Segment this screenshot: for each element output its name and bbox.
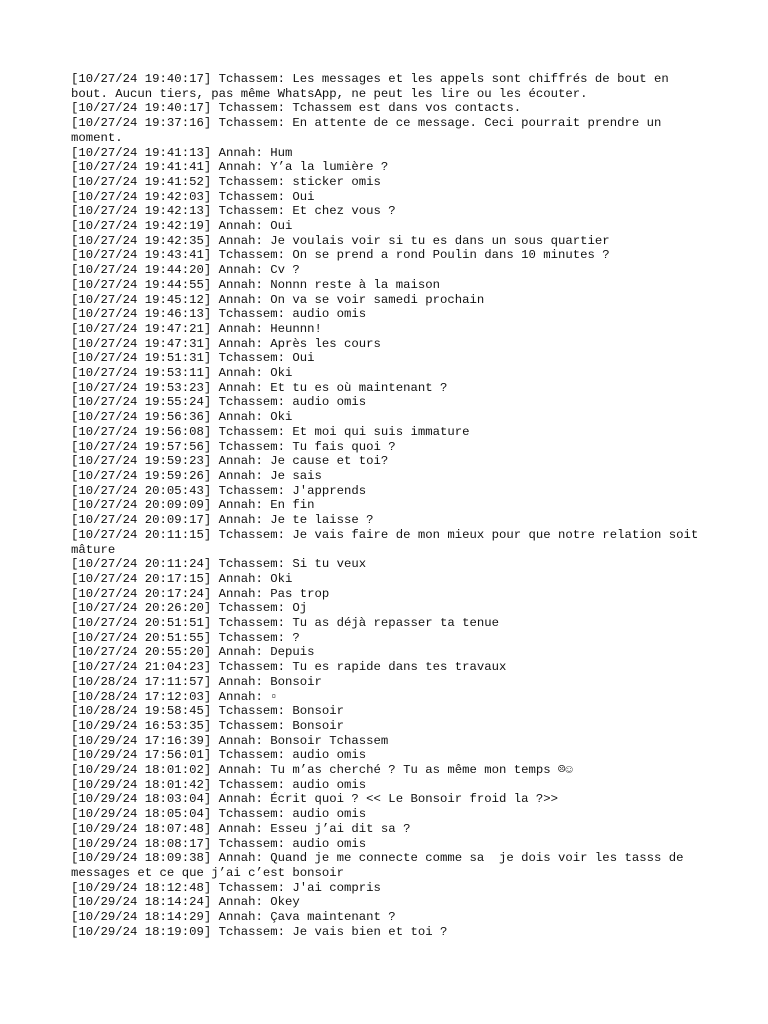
- message-line: [10/27/24 19:55:24] Tchassem: audio omis: [71, 395, 367, 410]
- message-line: [10/29/24 18:14:24] Annah: Okey: [71, 895, 300, 910]
- message-line: [10/29/24 18:01:42] Tchassem: audio omis: [71, 777, 367, 792]
- message-line: [10/27/24 19:40:17] Tchassem: Tchassem est dans vos contacts.: [71, 101, 522, 116]
- message-line: [10/27/24 19:41:13] Annah: Hum: [71, 145, 293, 160]
- message-line: [10/27/24 20:11:24] Tchassem: Si tu veux: [71, 557, 367, 572]
- message-line: [10/27/24 20:51:55] Tchassem: ?: [71, 630, 300, 645]
- message-line: [10/27/24 19:42:13] Tchassem: Et chez vous ?: [71, 204, 396, 219]
- message-line: [10/27/24 20:17:15] Annah: Oki: [71, 571, 293, 586]
- message-line: [10/27/24 19:47:21] Annah: Heunnn!: [71, 321, 322, 336]
- message-line: [10/27/24 20:11:15] Tchassem: Je vais faire de mon mieux pour que notre relation soit mâture: [71, 527, 706, 557]
- message-line: [10/27/24 19:53:23] Annah: Et tu es où maintenant ?: [71, 380, 448, 395]
- message-line: [10/29/24 18:01:02] Annah: Tu m’as cherché ? Tu as même mon temps ☹☺: [71, 763, 573, 778]
- message-line: [10/27/24 19:42:19] Annah: Oui: [71, 219, 293, 234]
- message-line: [10/27/24 19:41:52] Tchassem: sticker omis: [71, 174, 381, 189]
- message-line: [10/27/24 19:59:26] Annah: Je sais: [71, 468, 322, 483]
- message-line: [10/27/24 19:51:31] Tchassem: Oui: [71, 351, 315, 366]
- message-line: [10/27/24 20:05:43] Tchassem: J'apprends: [71, 483, 367, 498]
- message-line: [10/27/24 19:41:41] Annah: Y’a la lumière ?: [71, 160, 389, 175]
- message-line: [10/29/24 18:09:38] Annah: Quand je me connecte comme sa je dois voir les tasss de messages et ce que j’ai c’est bonsoir: [71, 851, 691, 880]
- message-line: [10/27/24 21:04:23] Tchassem: Tu es rapide dans tes travaux: [71, 660, 507, 675]
- message-line: [10/27/24 19:42:35] Annah: Je voulais voir si tu es dans un sous quartier: [71, 233, 610, 248]
- message-line: [10/29/24 18:14:29] Annah: Çava maintenant ?: [71, 910, 396, 925]
- message-line: [10/29/24 18:19:09] Tchassem: Je vais bien et toi ?: [71, 924, 448, 939]
- message-line: [10/27/24 19:56:36] Annah: Oki: [71, 410, 293, 425]
- message-line: [10/27/24 19:37:16] Tchassem: En attente de ce message. Ceci pourrait prendre un moment.: [71, 116, 669, 145]
- message-line: [10/28/24 17:12:03] Annah: ▫: [71, 689, 278, 704]
- message-line: [10/29/24 18:08:17] Tchassem: audio omis: [71, 836, 367, 851]
- message-line: [10/29/24 18:07:48] Annah: Esseu j’ai dit sa ?: [71, 821, 411, 836]
- message-line: [10/27/24 19:59:23] Annah: Je cause et toi?: [71, 454, 389, 469]
- message-line: [10/27/24 19:40:17] Tchassem: Les messages et les appels sont chiffrés de bout en bout. Aucun tiers, pas même WhatsApp, ne peut les lire ou les écouter.: [71, 72, 677, 101]
- message-line: [10/27/24 20:17:24] Annah: Pas trop: [71, 586, 330, 601]
- message-line: [10/28/24 17:11:57] Annah: Bonsoir: [71, 674, 322, 689]
- message-line: [10/27/24 19:47:31] Annah: Après les cours: [71, 336, 381, 351]
- message-line: [10/27/24 19:46:13] Tchassem: audio omis: [71, 307, 367, 322]
- message-line: [10/29/24 18:05:04] Tchassem: audio omis: [71, 807, 367, 822]
- message-line: [10/27/24 19:57:56] Tchassem: Tu fais quoi ?: [71, 439, 396, 454]
- message-line: [10/27/24 20:55:20] Annah: Depuis: [71, 645, 315, 660]
- message-line: [10/27/24 20:09:17] Annah: Je te laisse ?: [71, 513, 374, 528]
- message-line: [10/27/24 19:43:41] Tchassem: On se prend a rond Poulin dans 10 minutes ?: [71, 248, 610, 263]
- message-line: [10/27/24 20:09:09] Annah: En fin: [71, 498, 315, 513]
- chat-transcript: [71, 72, 711, 939]
- message-line: [10/27/24 20:26:20] Tchassem: Oj: [71, 601, 308, 616]
- message-line: [10/29/24 16:53:35] Tchassem: Bonsoir: [71, 718, 345, 733]
- message-line: [10/29/24 18:12:48] Tchassem: J'ai compris: [71, 880, 381, 895]
- message-line: [10/27/24 19:44:55] Annah: Nonnn reste à la maison: [71, 277, 440, 292]
- message-line: [10/29/24 17:56:01] Tchassem: audio omis: [71, 748, 367, 763]
- message-line: [10/27/24 19:42:03] Tchassem: Oui: [71, 189, 315, 204]
- message-line: [10/27/24 19:56:08] Tchassem: Et moi qui suis immature: [71, 424, 470, 439]
- message-line: [10/27/24 19:53:11] Annah: Oki: [71, 366, 293, 381]
- message-line: [10/28/24 19:58:45] Tchassem: Bonsoir: [71, 704, 345, 719]
- message-line: [10/27/24 19:45:12] Annah: On va se voir samedi prochain: [71, 292, 485, 307]
- message-line: [10/27/24 20:51:51] Tchassem: Tu as déjà repasser ta tenue: [71, 616, 500, 631]
- message-line: [10/27/24 19:44:20] Annah: Cv ?: [71, 263, 300, 278]
- message-line: [10/29/24 18:03:04] Annah: Écrit quoi ? << Le Bonsoir froid la ?>>: [71, 792, 559, 807]
- message-line: [10/29/24 17:16:39] Annah: Bonsoir Tchassem: [71, 733, 389, 748]
